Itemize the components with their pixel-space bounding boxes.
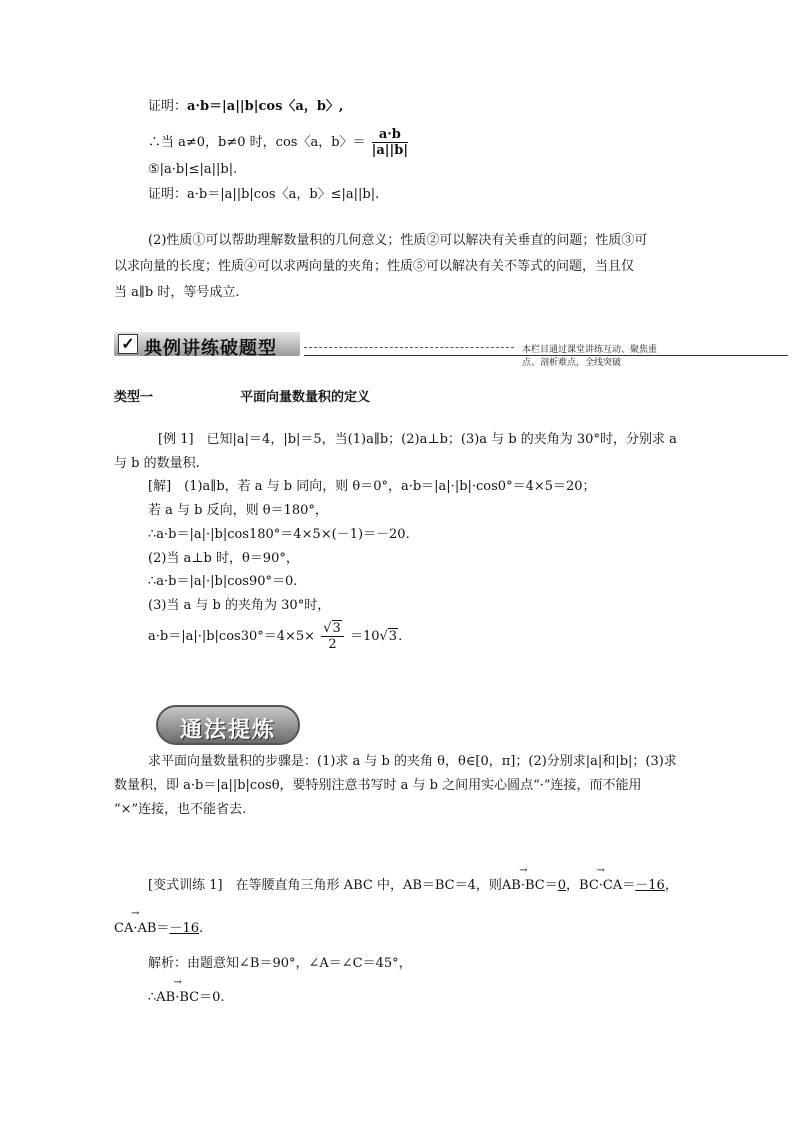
proof-line-1: 证明：a·b＝|a||b|cos〈a，b〉, [148,99,344,114]
solution-line-2: 若 a 与 b 反向，则 θ＝180°， [148,503,328,518]
banner-dash [304,347,514,348]
vector-expr: → CA·AB [114,922,156,935]
example-line-2: 与 b 的数量积. [114,456,200,471]
proof-line-4: 证明：a·b＝|a||b|cos〈a，b〉≤|a||b|. [148,187,380,202]
method-line-2: 数量积，即 a·b＝|a||b|cosθ，要特别注意书写时 a 与 b 之间用实心圆点“·”连接，而不能用 [114,778,642,793]
answer-blank: －16 [635,878,665,893]
analysis-line-2: ∴→ AB·BC＝0. [148,991,225,1004]
method-line-3: “×”连接，也不能省去. [114,802,247,817]
formula: a·b＝|a||b|cos〈a，b〉, [187,99,344,114]
solution-line-3: ∴a·b＝|a|·|b|cos180°＝4×5×(－1)＝－20. [148,527,410,542]
method-line-1: 求平面向量数量积的步骤是：(1)求 a 与 b 的夹角 θ，θ∈[0，π]；(2)分别求|a|和|b|；(3)求 [148,754,677,769]
banner-rule [304,355,788,356]
banner-title: 典例讲练破题型 [144,338,277,359]
variant-line-1: [变式训练 1] 在等腰直角三角形 ABC 中，AB＝BC＝4，则→ AB·BC＝0，→ BC·CA＝－16， [148,879,678,892]
example-line-1: [例 1] 已知|a|＝4，|b|＝5，当(1)a∥b；(2)a⊥b；(3)a 与 b 的夹角为 30°时，分别求 a [158,432,677,447]
remark-line-1: (2)性质①可以帮助理解数量积的几何意义；性质②可以解决有关垂直的问题；性质③可 [148,233,648,248]
solution-line-7: a·b＝|a|·|b|cos30°＝4×5× $\frac{√3}{2}$ ＝10√3. [148,621,403,652]
variant-line-2: → CA·AB＝－16. [114,922,203,935]
method-stamp: 通法提炼 [156,705,300,745]
solution-line-1: [解] (1)a∥b，若 a 与 b 同向，则 θ＝0°，a·b＝|a|·|b|·cos0°＝4×5＝20； [148,479,596,494]
solution-line-6: (3)当 a 与 b 的夹角为 30°时， [148,598,331,613]
analysis-line-1: 解析：由题意知∠B＝90°，∠A＝∠C＝45°， [148,956,412,971]
vector-expr: → AB·BC [502,879,545,892]
answer-blank: －16 [169,921,199,936]
vector-expr: → BC·CA [579,879,622,892]
section-banner [114,330,674,368]
type-label: 类型一 [114,390,154,405]
remark-line-3: 当 a∥b 时，等号成立. [114,285,240,300]
type-title: 平面向量数量积的定义 [240,390,371,405]
solution-line-4: (2)当 a⊥b 时，θ＝90°， [148,551,299,566]
answer-blank: 0 [557,878,567,893]
remark-line-2: 以求向量的长度；性质④可以求两向量的夹角；性质⑤可以解决有关不等式的问题，当且仅 [114,259,635,274]
banner-note: 本栏目通过课堂讲练互动、聚焦重点、剖析难点，全线突破 [522,345,658,368]
property-5: ⑤|a·b|≤|a||b|. [148,162,238,177]
solution-line-5: ∴a·b＝|a|·|b|cos90°＝0. [148,574,298,589]
fraction: $\frac{√3}{2}$ [321,622,344,651]
vector-expr: → AB·BC [156,991,199,1004]
proof-line-2: ∴当 a≠0，b≠0 时，cos〈a，b〉＝ $\frac{a\cdot b}{|a||b|}$ [148,127,409,158]
fraction: $\frac{a\cdot b}{|a||b|}$ [371,127,409,158]
checkmark-icon: ✓ [118,334,138,354]
